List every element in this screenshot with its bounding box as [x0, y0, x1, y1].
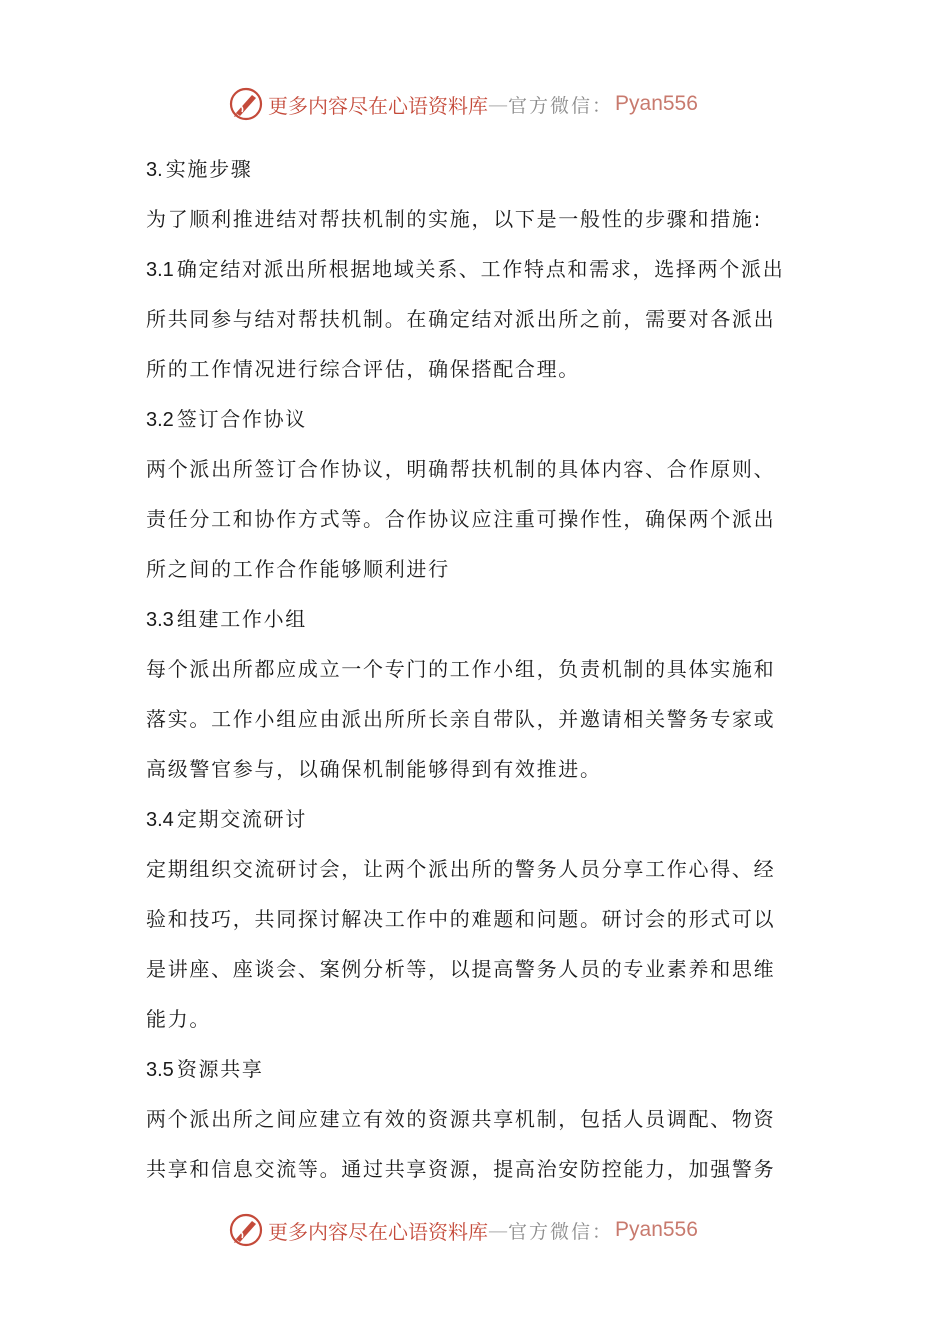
pen-logo-icon: [228, 86, 264, 122]
document-body: [146, 144, 806, 1194]
watermark-official: 官方微信：: [508, 1220, 614, 1243]
watermark-dash: —: [488, 1218, 508, 1242]
paragraph-line: 定期组织交流研讨会，让两个派出所的警务人员分享工作心得、经: [146, 857, 776, 881]
paragraph-line: 是讲座、座谈会、案例分析等，以提高警务人员的专业素养和思维: [146, 957, 776, 981]
paragraph-line: 落实。工作小组应由派出所所长亲自带队，并邀请相关警务专家或: [146, 707, 776, 731]
watermark-official: 官方微信：: [508, 94, 614, 117]
paragraph-line: 高级警官参与，以确保机制能够得到有效推进。: [146, 757, 602, 781]
paragraph-line: 所之间的工作合作能够顺利进行: [146, 557, 450, 581]
step-3-5-heading: 3.5 资源共享: [146, 1057, 264, 1081]
watermark-dash: —: [488, 92, 508, 116]
intro-paragraph: 为了顺利推进结对帮扶机制的实施，以下是一般性的步骤和措施:: [146, 207, 763, 231]
section-title: 3. 实施步骤: [146, 157, 253, 181]
footer-watermark: [228, 1210, 698, 1250]
header-watermark: [228, 84, 698, 124]
paragraph-line: 每个派出所都应成立一个专门的工作小组，负责机制的具体实施和: [146, 657, 776, 681]
pen-logo-icon: [228, 1212, 264, 1248]
watermark-id: Pyan556: [615, 1218, 698, 1241]
paragraph-line: 两个派出所之间应建立有效的资源共享机制，包括人员调配、物资: [146, 1107, 776, 1131]
paragraph-line: 共享和信息交流等。通过共享资源，提高治安防控能力，加强警务: [146, 1157, 776, 1181]
step-3-1-line: 3.1 确定结对派出所根据地域关系、工作特点和需求，选择两个派出: [146, 257, 785, 281]
paragraph-line: 验和技巧，共同探讨解决工作中的难题和问题。研讨会的形式可以: [146, 907, 776, 931]
watermark-id: Pyan556: [615, 92, 698, 115]
step-3-3-heading: 3.3 组建工作小组: [146, 607, 308, 631]
watermark-text: 更多内容尽在心语资料库: [268, 1219, 488, 1244]
paragraph-line: 所的工作情况进行综合评估，确保搭配合理。: [146, 357, 580, 381]
step-3-2-heading: 3.2 签订合作协议: [146, 407, 308, 431]
watermark-text: 更多内容尽在心语资料库: [268, 93, 488, 118]
paragraph-line: 两个派出所签订合作协议，明确帮扶机制的具体内容、合作原则、: [146, 457, 776, 481]
step-3-4-heading: 3.4 定期交流研讨: [146, 807, 308, 831]
paragraph-line: 所共同参与结对帮扶机制。在确定结对派出所之前，需要对各派出: [146, 307, 776, 331]
paragraph-line: 能力。: [146, 1007, 212, 1031]
paragraph-line: 责任分工和协作方式等。合作协议应注重可操作性，确保两个派出: [146, 507, 776, 531]
